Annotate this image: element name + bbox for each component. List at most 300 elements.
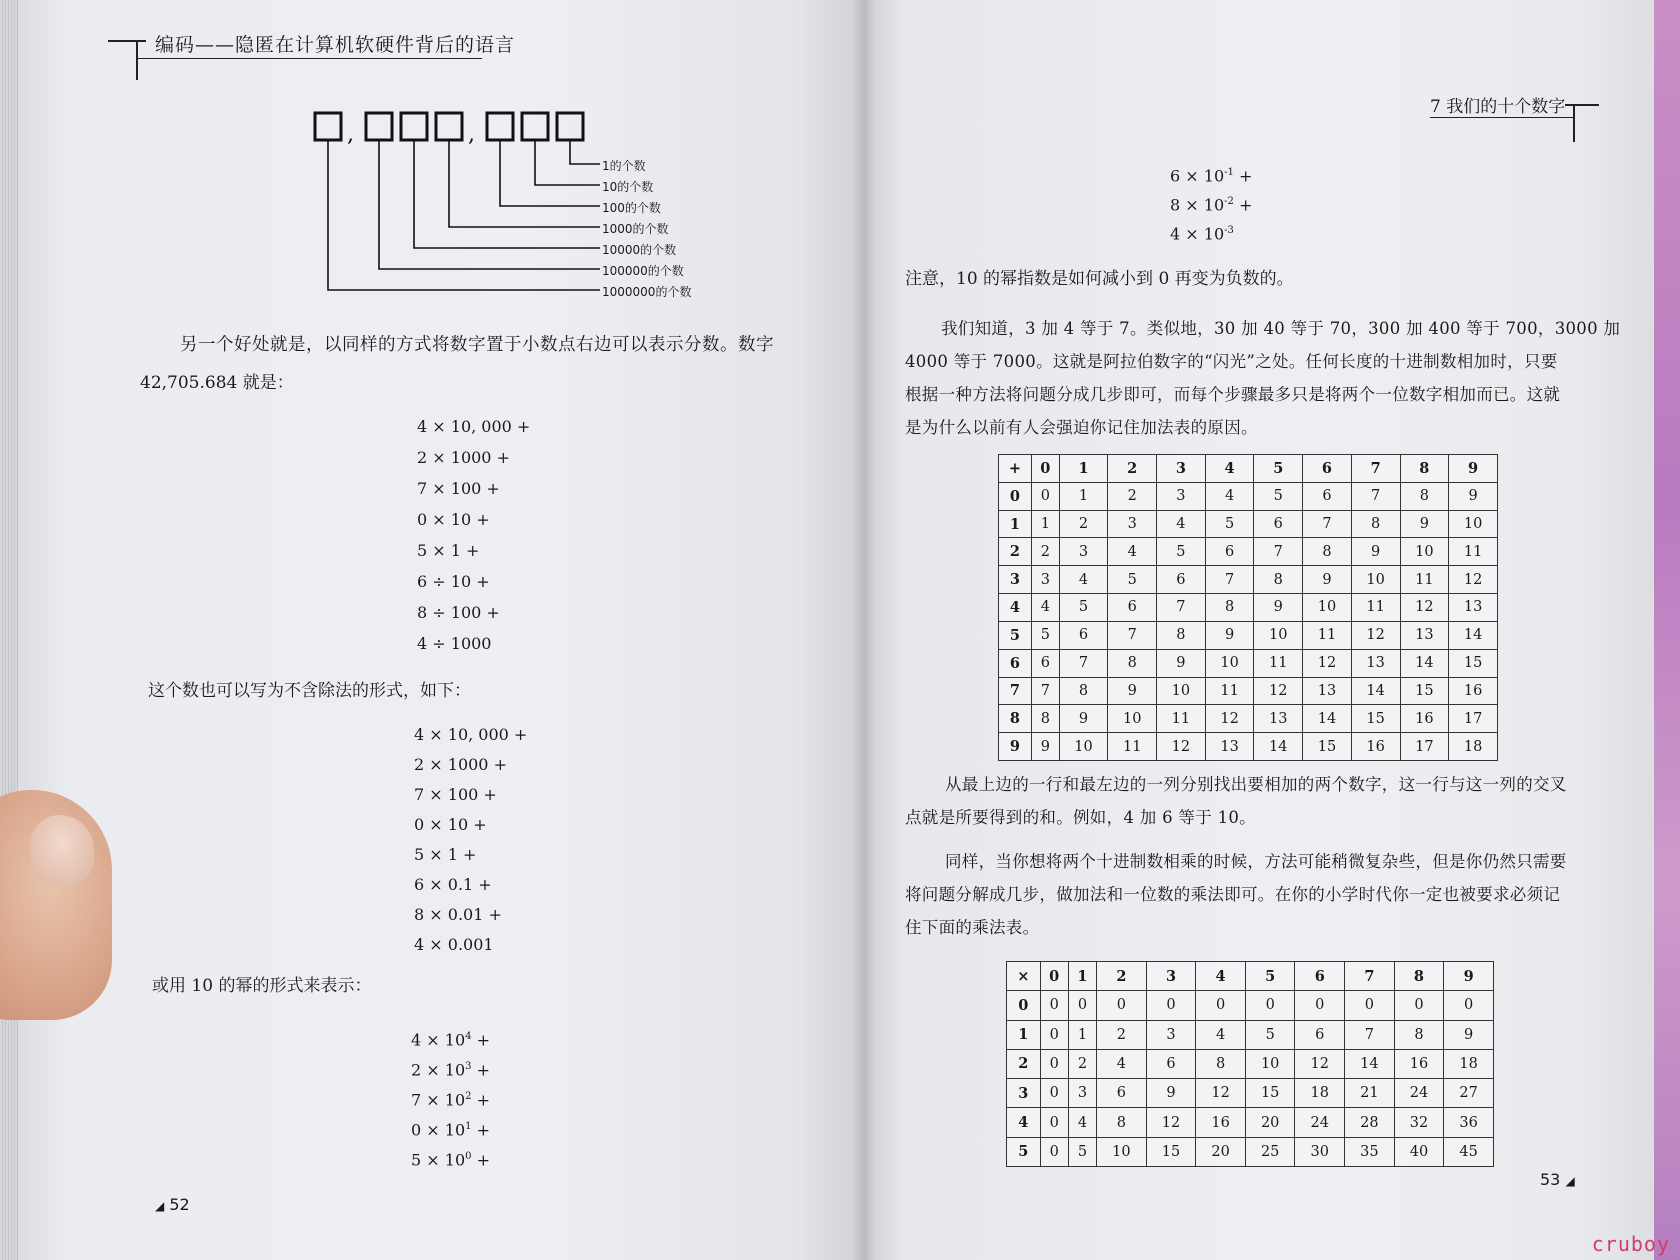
table-cell: 7 <box>1108 621 1157 649</box>
column-header: 9 <box>1449 455 1498 483</box>
paragraph-line: 42,705.684 就是： <box>140 373 294 393</box>
table-cell: 4 <box>1059 566 1108 594</box>
table-cell: 0 <box>1040 1137 1068 1166</box>
expr-line: 0 × 10 + <box>414 815 487 834</box>
table-cell: 8 <box>1400 482 1449 510</box>
comma-separator: , <box>468 122 475 147</box>
expr-line: 4 × 10, 000 + <box>414 725 528 744</box>
row-header: 9 <box>999 733 1032 761</box>
book-gutter <box>852 0 876 1260</box>
table-cell: 2 <box>1031 538 1059 566</box>
table-cell: 1 <box>1059 482 1108 510</box>
paragraph-line: 我们知道，3 加 4 等于 7。类似地，30 加 40 等于 70，300 加 400 等于 700，3000 加 <box>941 319 1621 338</box>
expr-base: 5 × 10 <box>411 1150 466 1170</box>
page-marker-icon: ◢ <box>155 1199 165 1213</box>
table-cell: 15 <box>1351 705 1400 733</box>
row-header: 0 <box>999 482 1032 510</box>
table-cell: 11 <box>1205 677 1254 705</box>
row-header: 8 <box>999 705 1032 733</box>
header-rule <box>1573 104 1575 142</box>
paragraph-line: 根据一种方法将问题分成几步即可，而每个步骤最多只是将两个一位数字相加而已。这就 <box>905 385 1561 404</box>
table-cell: 4 <box>1157 510 1206 538</box>
table-cell: 45 <box>1444 1137 1494 1166</box>
paragraph-line: 点就是所要得到的和。例如，4 加 6 等于 10。 <box>905 808 1256 827</box>
table-cell: 11 <box>1303 621 1352 649</box>
table-cell: 15 <box>1146 1137 1196 1166</box>
table-cell: 0 <box>1146 991 1196 1020</box>
diagram-label: 10000的个数 <box>602 243 677 257</box>
table-cell: 5 <box>1245 1020 1295 1049</box>
table-cell: 6 <box>1146 1049 1196 1078</box>
table-cell: 21 <box>1345 1079 1395 1108</box>
paragraph-line: 4000 等于 7000。这就是阿拉伯数字的“闪光”之处。任何长度的十进制数相加时，只要 <box>905 352 1558 371</box>
table-row <box>1007 1079 1494 1108</box>
table-cell: 12 <box>1196 1079 1246 1108</box>
table-cell: 40 <box>1394 1137 1444 1166</box>
expr-line <box>411 1087 490 1110</box>
table-cell: 8 <box>1303 538 1352 566</box>
table-cell: 12 <box>1205 705 1254 733</box>
header-rule <box>1565 104 1599 106</box>
table-cell: 9 <box>1303 566 1352 594</box>
table-cell: 25 <box>1245 1137 1295 1166</box>
page-number-right <box>1540 1170 1575 1189</box>
table-cell: 8 <box>1196 1049 1246 1078</box>
table-row <box>999 677 1498 705</box>
table-cell: 10 <box>1097 1137 1147 1166</box>
expr-line: 0 × 10 + <box>417 510 490 529</box>
table-cell: 10 <box>1351 566 1400 594</box>
addition-table <box>998 454 1498 761</box>
table-cell: 7 <box>1345 1020 1395 1049</box>
table-cell: 11 <box>1157 705 1206 733</box>
table-cell: 4 <box>1108 538 1157 566</box>
table-cell: 15 <box>1245 1079 1295 1108</box>
table-cell: 10 <box>1245 1049 1295 1078</box>
expr-tail: + <box>471 1030 490 1050</box>
expr-line <box>411 1057 490 1080</box>
table-cell: 4 <box>1205 482 1254 510</box>
table-cell: 20 <box>1245 1108 1295 1137</box>
table-cell: 3 <box>1108 510 1157 538</box>
table-cell: 7 <box>1205 566 1254 594</box>
page-marker-icon: ◢ <box>1565 1174 1575 1188</box>
table-cell: 8 <box>1394 1020 1444 1049</box>
table-cell: 24 <box>1295 1108 1345 1137</box>
table-cell: 8 <box>1157 621 1206 649</box>
table-cell: 0 <box>1444 991 1494 1020</box>
paragraph-line: 住下面的乘法表。 <box>905 918 1040 937</box>
table-cell: 0 <box>1040 991 1068 1020</box>
table-header-row <box>999 455 1498 483</box>
table-cell: 9 <box>1146 1079 1196 1108</box>
expr-line: 5 × 1 + <box>417 541 480 560</box>
header-rule <box>136 40 138 80</box>
expr-exponent: 4 <box>465 1031 472 1042</box>
table-cell: 14 <box>1303 705 1352 733</box>
expr-base: 4 × 10 <box>1170 224 1225 244</box>
expr-base: 7 × 10 <box>411 1090 466 1110</box>
comma-separator: , <box>347 122 354 147</box>
header-rule <box>1430 117 1573 118</box>
diagram-label: 1000的个数 <box>602 222 669 236</box>
table-row <box>999 482 1498 510</box>
column-header: 5 <box>1245 962 1295 991</box>
table-cell: 13 <box>1303 677 1352 705</box>
digit-box <box>366 113 392 140</box>
row-header: 5 <box>1007 1137 1041 1166</box>
table-cell: 6 <box>1254 510 1303 538</box>
table-cell: 8 <box>1031 705 1059 733</box>
table-cell: 11 <box>1351 594 1400 622</box>
page-edge-stack <box>0 0 20 1260</box>
expr-line: 4 × 0.001 <box>414 935 494 954</box>
table-row <box>1007 1020 1494 1049</box>
table-cell: 11 <box>1254 649 1303 677</box>
table-cell: 8 <box>1097 1108 1147 1137</box>
table-cell: 3 <box>1157 482 1206 510</box>
table-cell: 16 <box>1351 733 1400 761</box>
table-row <box>1007 1108 1494 1137</box>
table-cell: 0 <box>1394 991 1444 1020</box>
table-row <box>999 621 1498 649</box>
table-cell: 2 <box>1068 1049 1096 1078</box>
table-cell: 10 <box>1254 621 1303 649</box>
addition-operator-cell: + <box>999 455 1032 483</box>
table-cell: 32 <box>1394 1108 1444 1137</box>
column-header: 4 <box>1205 455 1254 483</box>
expr-line: 6 ÷ 10 + <box>417 572 490 591</box>
digit-box <box>487 113 513 140</box>
table-cell: 10 <box>1400 538 1449 566</box>
expr-line: 2 × 1000 + <box>414 755 507 774</box>
table-row <box>999 594 1498 622</box>
row-header: 1 <box>999 510 1032 538</box>
table-cell: 9 <box>1205 621 1254 649</box>
expr-tail: + <box>471 1090 490 1110</box>
row-header: 7 <box>999 677 1032 705</box>
table-cell: 6 <box>1059 621 1108 649</box>
row-header: 4 <box>999 594 1032 622</box>
thumbnail-nail <box>30 815 94 885</box>
row-header: 3 <box>999 566 1032 594</box>
table-cell: 9 <box>1444 1020 1494 1049</box>
table-cell: 6 <box>1295 1020 1345 1049</box>
table-cell: 17 <box>1449 705 1498 733</box>
digit-box <box>522 113 548 140</box>
row-header: 4 <box>1007 1108 1041 1137</box>
expr-line: 4 ÷ 1000 <box>417 634 492 653</box>
table-row <box>999 510 1498 538</box>
table-cell: 0 <box>1245 991 1295 1020</box>
table-cell: 7 <box>1059 649 1108 677</box>
row-header: 2 <box>999 538 1032 566</box>
table-cell: 6 <box>1157 566 1206 594</box>
table-cell: 28 <box>1345 1108 1395 1137</box>
table-cell: 0 <box>1097 991 1147 1020</box>
background-cloth <box>1654 0 1680 1260</box>
column-header: 5 <box>1254 455 1303 483</box>
column-header: 6 <box>1303 455 1352 483</box>
expr-tail: + <box>471 1150 490 1170</box>
expr-base: 4 × 10 <box>411 1030 466 1050</box>
table-cell: 11 <box>1449 538 1498 566</box>
table-cell: 4 <box>1097 1049 1147 1078</box>
row-header: 0 <box>1007 991 1041 1020</box>
diagram-label: 10的个数 <box>602 180 654 194</box>
column-header: 3 <box>1146 962 1196 991</box>
expr-line <box>411 1147 490 1170</box>
table-cell: 13 <box>1205 733 1254 761</box>
table-cell: 16 <box>1449 677 1498 705</box>
table-cell: 15 <box>1303 733 1352 761</box>
diagram-label: 100000的个数 <box>602 264 684 278</box>
table-cell: 12 <box>1303 649 1352 677</box>
table-cell: 17 <box>1400 733 1449 761</box>
expr-tail: + <box>1233 166 1253 186</box>
table-cell: 9 <box>1400 510 1449 538</box>
expr-exponent: 3 <box>465 1061 472 1072</box>
table-cell: 6 <box>1108 594 1157 622</box>
expr-line <box>411 1117 490 1140</box>
table-cell: 12 <box>1400 594 1449 622</box>
table-cell: 8 <box>1108 649 1157 677</box>
table-cell: 11 <box>1400 566 1449 594</box>
table-cell: 14 <box>1351 677 1400 705</box>
table-cell: 9 <box>1108 677 1157 705</box>
table-cell: 0 <box>1031 482 1059 510</box>
expr-line <box>1170 163 1252 186</box>
paragraph-line: 将问题分解成几步，做加法和一位数的乘法即可。在你的小学时代你一定也被要求必须记 <box>905 885 1561 904</box>
row-header: 3 <box>1007 1079 1041 1108</box>
table-cell: 13 <box>1254 705 1303 733</box>
paragraph-line: 是为什么以前有人会强迫你记住加法表的原因。 <box>905 418 1258 437</box>
table-cell: 0 <box>1040 1079 1068 1108</box>
table-cell: 8 <box>1254 566 1303 594</box>
table-cell: 27 <box>1444 1079 1494 1108</box>
table-cell: 36 <box>1444 1108 1494 1137</box>
expr-tail: + <box>1233 195 1253 215</box>
diagram-label: 1000000的个数 <box>602 285 692 299</box>
expr-line <box>1170 192 1252 215</box>
table-cell: 0 <box>1068 991 1096 1020</box>
table-cell: 18 <box>1449 733 1498 761</box>
table-cell: 14 <box>1449 621 1498 649</box>
table-cell: 9 <box>1059 705 1108 733</box>
digit-box <box>557 113 583 140</box>
table-cell: 13 <box>1351 649 1400 677</box>
table-cell: 14 <box>1400 649 1449 677</box>
table-cell: 0 <box>1040 1049 1068 1078</box>
column-header: 0 <box>1040 962 1068 991</box>
column-header: 3 <box>1157 455 1206 483</box>
table-cell: 13 <box>1400 621 1449 649</box>
table-cell: 12 <box>1254 677 1303 705</box>
expr-base: 0 × 10 <box>411 1120 466 1140</box>
header-rule <box>137 58 482 59</box>
table-cell: 6 <box>1205 538 1254 566</box>
table-row <box>999 705 1498 733</box>
page-number-left <box>155 1195 190 1214</box>
diagram-label: 100的个数 <box>602 201 661 215</box>
table-cell: 12 <box>1351 621 1400 649</box>
column-header: 2 <box>1097 962 1147 991</box>
column-header: 7 <box>1351 455 1400 483</box>
expr-tail: + <box>471 1120 490 1140</box>
expr-line: 6 × 0.1 + <box>414 875 492 894</box>
table-cell: 8 <box>1059 677 1108 705</box>
paragraph-line: 同样，当你想将两个十进制数相乘的时候，方法可能稍微复杂些，但是你仍然只需要 <box>945 852 1567 871</box>
paragraph-line: 或用 10 的幂的形式来表示： <box>152 976 372 996</box>
table-cell: 3 <box>1068 1079 1096 1108</box>
column-header: 6 <box>1295 962 1345 991</box>
table-cell: 18 <box>1295 1079 1345 1108</box>
table-cell: 10 <box>1205 649 1254 677</box>
table-cell: 0 <box>1196 991 1246 1020</box>
table-cell: 10 <box>1059 733 1108 761</box>
column-header: 8 <box>1394 962 1444 991</box>
multiplication-table <box>1006 961 1494 1167</box>
table-cell: 16 <box>1394 1049 1444 1078</box>
digit-box <box>401 113 427 140</box>
row-header: 5 <box>999 621 1032 649</box>
table-cell: 20 <box>1196 1137 1246 1166</box>
expr-exponent: 1 <box>465 1121 472 1132</box>
table-cell: 4 <box>1068 1108 1096 1137</box>
expr-exponent: 2 <box>465 1091 472 1102</box>
table-row <box>1007 991 1494 1020</box>
column-header: 7 <box>1345 962 1395 991</box>
table-cell: 30 <box>1295 1137 1345 1166</box>
expr-base: 8 × 10 <box>1170 195 1225 215</box>
expr-tail: + <box>471 1060 490 1080</box>
expr-line: 4 × 10, 000 + <box>417 417 531 436</box>
column-header: 9 <box>1444 962 1494 991</box>
page-number-value: 53 <box>1540 1170 1561 1189</box>
expr-line: 8 × 0.01 + <box>414 905 502 924</box>
expr-line <box>411 1027 490 1050</box>
expr-exponent: -3 <box>1224 225 1234 236</box>
table-row <box>999 733 1498 761</box>
table-cell: 7 <box>1254 538 1303 566</box>
table-cell: 5 <box>1108 566 1157 594</box>
table-cell: 5 <box>1157 538 1206 566</box>
paragraph-line: 这个数也可以写为不含除法的形式，如下： <box>148 681 471 701</box>
table-row <box>1007 1049 1494 1078</box>
table-cell: 6 <box>1031 649 1059 677</box>
paragraph-line: 从最上边的一行和最左边的一列分别找出要相加的两个数字，这一行与这一列的交叉 <box>945 775 1567 794</box>
table-cell: 2 <box>1059 510 1108 538</box>
table-cell: 15 <box>1449 649 1498 677</box>
expr-base: 6 × 10 <box>1170 166 1225 186</box>
table-cell: 6 <box>1097 1079 1147 1108</box>
table-cell: 10 <box>1449 510 1498 538</box>
expr-line: 7 × 100 + <box>414 785 497 804</box>
table-cell: 0 <box>1345 991 1395 1020</box>
table-cell: 1 <box>1068 1020 1096 1049</box>
table-cell: 2 <box>1097 1020 1147 1049</box>
digit-box <box>315 113 341 140</box>
diagram-label: 1的个数 <box>602 159 646 173</box>
table-cell: 0 <box>1040 1020 1068 1049</box>
paragraph-line: 另一个好处就是，以同样的方式将数字置于小数点右边可以表示分数。数字 <box>180 335 774 355</box>
table-cell: 7 <box>1157 594 1206 622</box>
column-header: 1 <box>1068 962 1096 991</box>
table-cell: 12 <box>1295 1049 1345 1078</box>
table-cell: 14 <box>1345 1049 1395 1078</box>
table-cell: 1 <box>1031 510 1059 538</box>
table-cell: 5 <box>1254 482 1303 510</box>
table-cell: 9 <box>1031 733 1059 761</box>
header-rule <box>108 40 146 42</box>
table-cell: 24 <box>1394 1079 1444 1108</box>
table-cell: 13 <box>1449 594 1498 622</box>
table-cell: 4 <box>1031 594 1059 622</box>
column-header: 1 <box>1059 455 1108 483</box>
table-cell: 8 <box>1205 594 1254 622</box>
expr-line: 8 ÷ 100 + <box>417 603 500 622</box>
expr-line: 2 × 1000 + <box>417 448 510 467</box>
table-row <box>999 538 1498 566</box>
expr-line <box>1170 221 1234 244</box>
expr-line: 5 × 1 + <box>414 845 477 864</box>
table-cell: 12 <box>1157 733 1206 761</box>
table-cell: 8 <box>1351 510 1400 538</box>
table-cell: 3 <box>1059 538 1108 566</box>
table-cell: 9 <box>1254 594 1303 622</box>
column-header: 0 <box>1031 455 1059 483</box>
table-cell: 16 <box>1196 1108 1246 1137</box>
digit-box <box>436 113 462 140</box>
expr-base: 2 × 10 <box>411 1060 466 1080</box>
table-cell: 5 <box>1059 594 1108 622</box>
table-cell: 2 <box>1108 482 1157 510</box>
table-cell: 10 <box>1157 677 1206 705</box>
column-header: 8 <box>1400 455 1449 483</box>
table-row <box>999 566 1498 594</box>
table-header-row <box>1007 962 1494 991</box>
table-cell: 35 <box>1345 1137 1395 1166</box>
table-cell: 18 <box>1444 1049 1494 1078</box>
table-cell: 9 <box>1157 649 1206 677</box>
table-cell: 0 <box>1295 991 1345 1020</box>
expr-exponent: -2 <box>1224 196 1234 207</box>
table-row <box>999 649 1498 677</box>
column-header: 4 <box>1196 962 1246 991</box>
table-cell: 12 <box>1146 1108 1196 1137</box>
table-cell: 3 <box>1146 1020 1196 1049</box>
paragraph-line: 注意，10 的幂指数是如何减小到 0 再变为负数的。 <box>905 269 1294 289</box>
table-cell: 11 <box>1108 733 1157 761</box>
expr-line: 7 × 100 + <box>417 479 500 498</box>
table-cell: 4 <box>1196 1020 1246 1049</box>
table-cell: 10 <box>1303 594 1352 622</box>
table-cell: 0 <box>1040 1108 1068 1137</box>
table-cell: 10 <box>1108 705 1157 733</box>
column-header: 2 <box>1108 455 1157 483</box>
expr-exponent: -1 <box>1224 167 1234 178</box>
table-cell: 15 <box>1400 677 1449 705</box>
row-header: 6 <box>999 649 1032 677</box>
table-cell: 5 <box>1068 1137 1096 1166</box>
table-row <box>1007 1137 1494 1166</box>
table-cell: 7 <box>1303 510 1352 538</box>
row-header: 1 <box>1007 1020 1041 1049</box>
table-cell: 6 <box>1303 482 1352 510</box>
table-cell: 3 <box>1031 566 1059 594</box>
row-header: 2 <box>1007 1049 1041 1078</box>
table-cell: 12 <box>1449 566 1498 594</box>
